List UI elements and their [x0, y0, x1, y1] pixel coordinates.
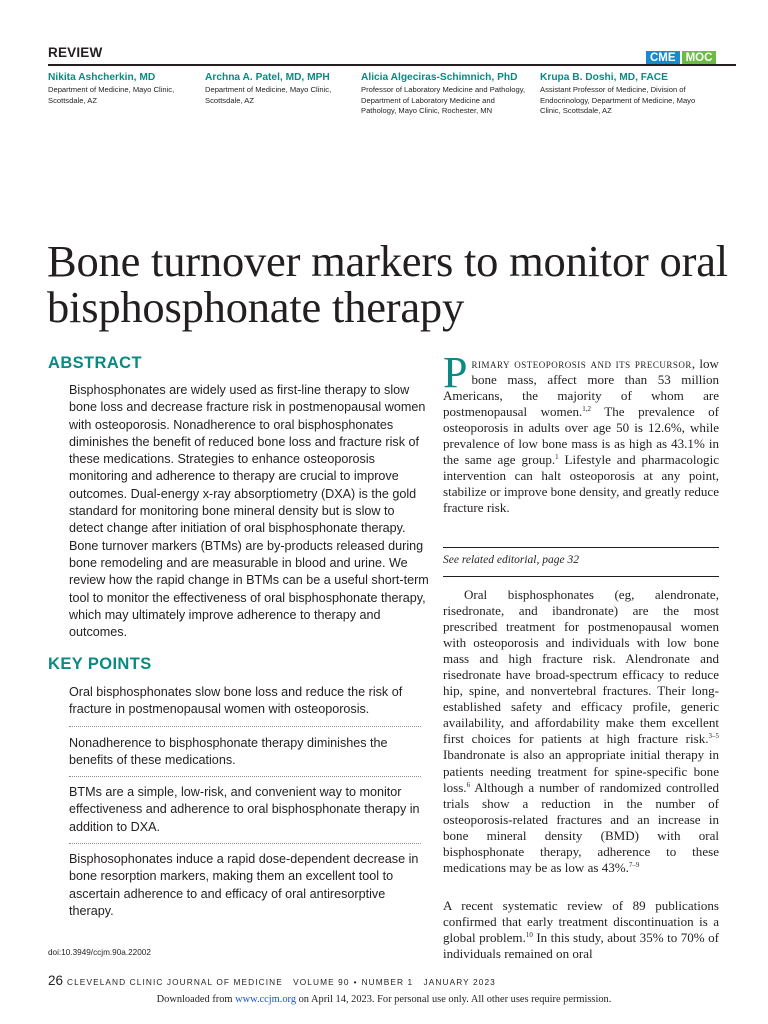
cme-badge-label: CME [646, 51, 680, 66]
intro-paragraph [443, 348, 719, 516]
author-block [205, 71, 353, 106]
intro-text: Lifestyle and pharmacologic intervention can halt osteoporosis at any point, stabilize or improve bone density, and greatly reduce fracture risk. [443, 452, 719, 516]
journal-name: CLEVELAND CLINIC JOURNAL OF MEDICINE [67, 977, 283, 987]
key-point-divider [69, 776, 421, 777]
doi: doi:10.3949/ccjm.90a.22002 [48, 948, 151, 957]
key-point-item: BTMs are a simple, low-risk, and convenient way to monitor effectiveness and adherence to oral bisphosphonate therapy in addition to DXA. [69, 785, 420, 834]
body-text: Ibandronate is also an appropriate initial therapy in patients needing treatment for spine-specific bone loss. [443, 747, 719, 795]
author-affiliation: Professor of Laboratory Medicine and Pathology, Department of Laboratory Medicine and Pathology, Mayo Clinic, Rochester, MN [361, 85, 526, 115]
citation: 10 [525, 931, 533, 940]
key-point-item: Oral bisphosphonates slow bone loss and reduce the risk of fracture in postmenopausal women with osteoporosis. [69, 685, 403, 717]
key-points-heading: KEY POINTS [48, 655, 152, 673]
citation: 7–9 [628, 860, 640, 869]
journal-number: NUMBER 1 [361, 977, 414, 987]
section-label: REVIEW [48, 45, 103, 60]
key-point-divider [69, 726, 421, 727]
intro-text: low bone mass, affect more than 53 million Americans, the majority of whom are postmenopausal women. [443, 356, 719, 420]
author-affiliation: Department of Medicine, Mayo Clinic, Scottsdale, AZ [205, 85, 332, 105]
journal-footer [67, 977, 496, 987]
journal-volume: VOLUME 90 [293, 977, 350, 987]
key-point-divider [69, 843, 421, 844]
key-point-item: Bisphosophonates induce a rapid dose-dependent decrease in bone resorption markers, making them an excellent tool to ascertain adherence to and efficacy of oral antiresorptive therapy. [69, 852, 419, 918]
body-paragraph [443, 587, 719, 876]
intro-smallcaps: rimary osteoporosis and its precursor, [471, 356, 696, 371]
abstract-heading: ABSTRACT [48, 354, 142, 372]
editorial-rule [443, 576, 719, 577]
page-number: 26 [48, 973, 64, 988]
citation: 3–5 [708, 732, 719, 741]
author-block [540, 71, 700, 117]
body-text: Although a number of randomized controlled trials show a reduction in the number of osteoporosis-related fractures and an increase in bone mineral density (BMD) with oral bisphosphonate therapy, adherence to these medications may be as low as 43%. [443, 779, 719, 875]
body-paragraph [443, 898, 719, 962]
body-text: Oral bisphosphonates (eg, alendronate, risedronate, and ibandronate) are the most prescribed treatment for postmenopausal women with osteoporosis and individuals with low bone mass and high fracture risk. Alendronate and risedronate have broad-spectrum efficacy to reduce hip, spine, and nonvertebral fractures. Their long-established safety and efficacy profile, generic availability, and affordability make them excellent first choices for patients at high fracture risk. [443, 587, 719, 747]
author-name: Nikita Ashcherkin, MD [48, 72, 156, 83]
ccjm-link[interactable]: www.ccjm.org [235, 994, 297, 1005]
journal-date: JANUARY 2023 [423, 977, 496, 987]
intro-text: The prevalence of osteoporosis in adults over age 50 is 12.6%, while prevalence of low bone mass is as high as 43.1% in the same age group. [443, 404, 719, 468]
separator-dot: • [353, 977, 358, 987]
citation: 1 [555, 453, 559, 462]
author-block [361, 71, 527, 117]
author-name: Krupa B. Doshi, MD, FACE [540, 72, 668, 83]
drop-cap: P [443, 348, 468, 397]
author-affiliation: Assistant Professor of Medicine, Division of Endocrinology, Department of Medicine, Mayo Clinic, Scottsdale, AZ [540, 85, 696, 115]
moc-badge-label: MOC [682, 51, 717, 66]
body-text: A recent systematic review of 89 publications confirmed that early treatment discontinuation is a global problem. [443, 898, 719, 946]
header-divider [48, 64, 736, 66]
body-text: In this study, about 35% to 70% of individuals remained on oral [443, 930, 719, 962]
author-affiliation: Department of Medicine, Mayo Clinic, Scottsdale, AZ [48, 85, 175, 105]
editorial-rule [443, 547, 719, 548]
citation: 1,2 [582, 405, 592, 414]
download-suffix: on April 14, 2023. For personal use only. All other uses require permission. [296, 994, 612, 1005]
key-point-item: Nonadherence to bisphosphonate therapy diminishes the benefits of these medications. [69, 736, 388, 768]
article-title: Bone turnover markers to monitor oral bisphosphonate therapy [47, 236, 728, 332]
download-prefix: Downloaded from [156, 994, 236, 1005]
related-editorial-note[interactable]: See related editorial, page 32 [443, 554, 579, 566]
author-block [48, 71, 196, 106]
author-name: Archna A. Patel, MD, MPH [205, 72, 330, 83]
abstract-text: Bisphosphonates are widely used as first-line therapy to slow bone loss and decrease fracture risk in postmenopausal women with osteoporosis. Nonadherence to oral bisphosphonates diminishes the benefit of reduced bone loss and fracture risk of these medications. Strategies to enhance osteoporosis monitoring and adherence to therapy are crucial to improve outcomes. Dual-energy x-ray absorptiometry (DXA) is the gold standard for monitoring bone mineral density but is slow to detect change after initiation of oral bisphosphonate therapy. Bone turnover markers (BTMs) are by-products released during bone remodeling and are measurable in blood and urine. We review how the rapid change in BTMs can be a useful short-term tool to monitor the effectiveness of oral bisphosphonate therapy, which may ultimately improve adherence to therapy and outcomes. [69, 383, 429, 640]
author-name: Alicia Algeciras-Schimnich, PhD [361, 72, 518, 83]
citation: 6 [466, 780, 471, 789]
download-notice [0, 994, 768, 1005]
